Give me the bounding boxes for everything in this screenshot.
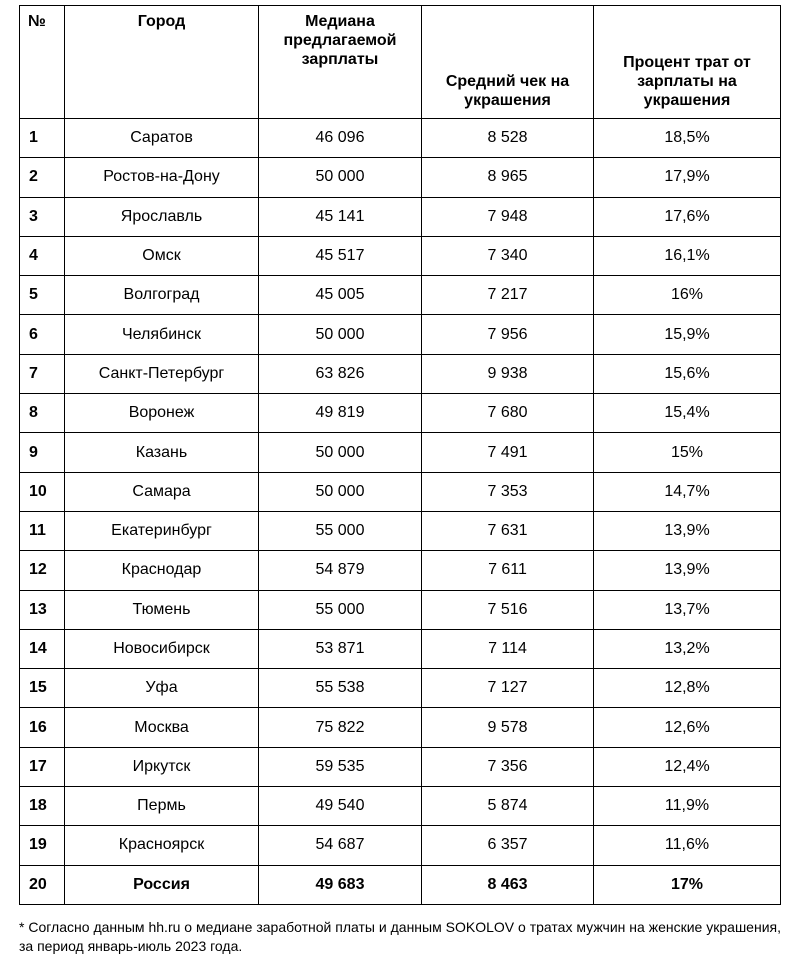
table-row	[20, 354, 781, 393]
cell-check: 7 948	[422, 197, 594, 236]
cell-salary: 49 540	[259, 787, 422, 826]
cell-city: Екатеринбург	[65, 511, 259, 550]
cell-check: 7 340	[422, 236, 594, 275]
table-row	[20, 197, 781, 236]
cell-num: 8	[20, 394, 65, 433]
cell-check: 7 516	[422, 590, 594, 629]
table-row	[20, 276, 781, 315]
cell-salary: 45 517	[259, 236, 422, 275]
table-header	[20, 6, 781, 119]
cell-city: Ярославль	[65, 197, 259, 236]
cell-city: Санкт-Петербург	[65, 354, 259, 393]
cell-check: 8 965	[422, 158, 594, 197]
cell-check: 7 956	[422, 315, 594, 354]
cell-num: 14	[20, 629, 65, 668]
cell-salary: 53 871	[259, 629, 422, 668]
table-row	[20, 787, 781, 826]
cell-city: Уфа	[65, 669, 259, 708]
cell-salary: 55 538	[259, 669, 422, 708]
cell-num: 12	[20, 551, 65, 590]
cell-percent: 15,4%	[594, 394, 781, 433]
cell-salary: 50 000	[259, 472, 422, 511]
table-row	[20, 315, 781, 354]
cell-percent: 11,6%	[594, 826, 781, 865]
cell-check: 7 611	[422, 551, 594, 590]
cell-percent: 16%	[594, 276, 781, 315]
table-row	[20, 511, 781, 550]
cell-salary: 49 683	[259, 865, 422, 904]
cell-percent: 17,6%	[594, 197, 781, 236]
cell-salary: 50 000	[259, 158, 422, 197]
table-row	[20, 433, 781, 472]
cell-percent: 12,6%	[594, 708, 781, 747]
cell-num: 2	[20, 158, 65, 197]
cell-salary: 45 141	[259, 197, 422, 236]
cell-percent: 17%	[594, 865, 781, 904]
cell-salary: 54 879	[259, 551, 422, 590]
cell-salary: 46 096	[259, 119, 422, 158]
cell-city: Челябинск	[65, 315, 259, 354]
cell-check: 7 631	[422, 511, 594, 550]
table-row	[20, 472, 781, 511]
cell-num: 5	[20, 276, 65, 315]
cell-salary: 50 000	[259, 433, 422, 472]
salary-jewelry-table	[19, 5, 781, 905]
cell-num: 15	[20, 669, 65, 708]
table-row	[20, 158, 781, 197]
cell-check: 8 463	[422, 865, 594, 904]
cell-check: 7 491	[422, 433, 594, 472]
cell-percent: 16,1%	[594, 236, 781, 275]
cell-percent: 12,8%	[594, 669, 781, 708]
header-num: №	[20, 6, 65, 119]
table-row	[20, 826, 781, 865]
cell-city: Иркутск	[65, 747, 259, 786]
header-check: Средний чек на украшения	[422, 6, 594, 119]
cell-city: Волгоград	[65, 276, 259, 315]
cell-check: 9 578	[422, 708, 594, 747]
header-percent: Процент трат от зарплаты на украшения	[594, 6, 781, 119]
cell-num: 16	[20, 708, 65, 747]
cell-salary: 63 826	[259, 354, 422, 393]
cell-salary: 55 000	[259, 590, 422, 629]
cell-salary: 54 687	[259, 826, 422, 865]
cell-check: 7 353	[422, 472, 594, 511]
table-row	[20, 590, 781, 629]
cell-city: Самара	[65, 472, 259, 511]
cell-city: Россия	[65, 865, 259, 904]
cell-check: 7 114	[422, 629, 594, 668]
cell-city: Омск	[65, 236, 259, 275]
cell-num: 13	[20, 590, 65, 629]
cell-num: 3	[20, 197, 65, 236]
cell-city: Казань	[65, 433, 259, 472]
cell-city: Ростов-на-Дону	[65, 158, 259, 197]
cell-percent: 13,9%	[594, 551, 781, 590]
cell-percent: 12,4%	[594, 747, 781, 786]
cell-city: Тюмень	[65, 590, 259, 629]
cell-salary: 45 005	[259, 276, 422, 315]
table-row	[20, 747, 781, 786]
cell-num: 19	[20, 826, 65, 865]
cell-percent: 15,9%	[594, 315, 781, 354]
cell-num: 7	[20, 354, 65, 393]
cell-salary: 55 000	[259, 511, 422, 550]
cell-num: 6	[20, 315, 65, 354]
table-row	[20, 669, 781, 708]
cell-percent: 14,7%	[594, 472, 781, 511]
cell-percent: 17,9%	[594, 158, 781, 197]
header-salary: Медиана предлагаемой зарплаты	[259, 6, 422, 119]
cell-num: 10	[20, 472, 65, 511]
cell-city: Пермь	[65, 787, 259, 826]
cell-num: 9	[20, 433, 65, 472]
cell-percent: 13,2%	[594, 629, 781, 668]
cell-percent: 15%	[594, 433, 781, 472]
cell-check: 7 127	[422, 669, 594, 708]
cell-salary: 49 819	[259, 394, 422, 433]
cell-check: 7 680	[422, 394, 594, 433]
table-row-total	[20, 865, 781, 904]
table-row	[20, 394, 781, 433]
cell-check: 7 217	[422, 276, 594, 315]
cell-city: Воронеж	[65, 394, 259, 433]
cell-num: 18	[20, 787, 65, 826]
cell-check: 6 357	[422, 826, 594, 865]
cell-percent: 11,9%	[594, 787, 781, 826]
cell-percent: 13,9%	[594, 511, 781, 550]
cell-percent: 13,7%	[594, 590, 781, 629]
cell-check: 7 356	[422, 747, 594, 786]
cell-num: 4	[20, 236, 65, 275]
cell-city: Краснодар	[65, 551, 259, 590]
cell-check: 8 528	[422, 119, 594, 158]
header-city: Город	[65, 6, 259, 119]
header-row	[20, 6, 781, 119]
cell-check: 5 874	[422, 787, 594, 826]
cell-num: 20	[20, 865, 65, 904]
cell-percent: 15,6%	[594, 354, 781, 393]
cell-salary: 59 535	[259, 747, 422, 786]
table-row	[20, 629, 781, 668]
table-row	[20, 236, 781, 275]
cell-city: Саратов	[65, 119, 259, 158]
cell-num: 1	[20, 119, 65, 158]
cell-salary: 50 000	[259, 315, 422, 354]
cell-city: Новосибирск	[65, 629, 259, 668]
cell-percent: 18,5%	[594, 119, 781, 158]
footnote: * Согласно данным hh.ru о медиане заработной платы и данным SOKOLOV о тратах мужчин на женские украшения, за период январь-июль 2023 года.	[19, 919, 781, 954]
cell-city: Красноярск	[65, 826, 259, 865]
cell-num: 11	[20, 511, 65, 550]
cell-check: 9 938	[422, 354, 594, 393]
cell-city: Москва	[65, 708, 259, 747]
table-row	[20, 119, 781, 158]
cell-salary: 75 822	[259, 708, 422, 747]
table-row	[20, 708, 781, 747]
cell-num: 17	[20, 747, 65, 786]
table-body	[20, 119, 781, 905]
table-row	[20, 551, 781, 590]
